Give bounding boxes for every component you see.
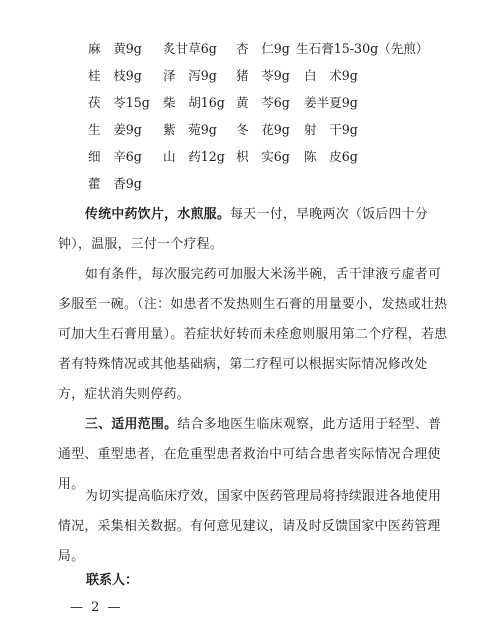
herb-item: 茯 苓15g (88, 95, 150, 110)
followup-paragraph: 为切实提高临床疗效，国家中医药管理局将持续跟进各地使用情况，采集相关数据。有何意见建议，请及时反馈国家中医药管理局。 (58, 489, 442, 564)
herb-item: 枳 实6g (236, 149, 290, 164)
herb-item: 陈 皮6g (304, 149, 358, 164)
contact-label: 联系人： (86, 573, 139, 588)
herb-item: 柴 胡16g (163, 95, 225, 110)
herb-row (0, 65, 483, 87)
herb-row (0, 92, 483, 114)
usage-paragraph (58, 200, 448, 260)
scope-text: 结合多地医生临床观察，此方适用于轻型、普通型、重型患者，在危重型患者救治中可结合患者实际情况合理使用。 (58, 417, 442, 492)
herb-item: 细 辛6g (88, 149, 142, 164)
herb-item: 射 干9g (304, 122, 358, 137)
herb-row (0, 38, 483, 60)
herb-item: 泽 泻9g (163, 68, 217, 83)
herb-item: 黄 芩6g (236, 95, 290, 110)
herb-row (0, 119, 483, 141)
scope-heading: 三、适用范围。 (85, 417, 178, 432)
herb-row (0, 146, 483, 168)
herb-item: 麻 黄9g (88, 41, 142, 56)
herb-item: 紫 菀9g (163, 122, 217, 137)
herb-item: 山 药12g (163, 149, 225, 164)
usage-lead: 传统中药饮片，水煎服。 (85, 207, 231, 222)
herb-item: 白 术9g (304, 68, 358, 83)
herb-item: 冬 花9g (236, 122, 290, 137)
herb-item: 炙甘草6g (163, 41, 217, 56)
herb-item: 生石膏15-30g（先煎） (296, 41, 429, 56)
herb-item: 藿 香9g (88, 176, 142, 191)
page-number: — 2 — (70, 600, 123, 615)
condition-paragraph: 如有条件，每次服完药可加服大米汤半碗，舌干津液亏虚者可多服至一碗。（注：如患者不发热则生石膏的用量要小，发热或壮热可加大生石膏用量）。若症状好转而未痊愈则服用第二个疗程，若患者有特殊情况或其他基础病，第二疗程可以根据实际情况修改处方，症状消失则停药。 (58, 267, 448, 402)
herb-item: 生 姜9g (88, 122, 142, 137)
herb-item: 猪 苓9g (236, 68, 290, 83)
herb-item: 桂 枝9g (88, 68, 142, 83)
herb-item: 杏 仁9g (236, 41, 290, 56)
usage-text: 每天一付，早晚两次（饭后四十分钟），温服，三付一个疗程。 (58, 207, 429, 252)
herb-item: 姜半夏9g (304, 95, 358, 110)
herb-row (0, 173, 483, 195)
